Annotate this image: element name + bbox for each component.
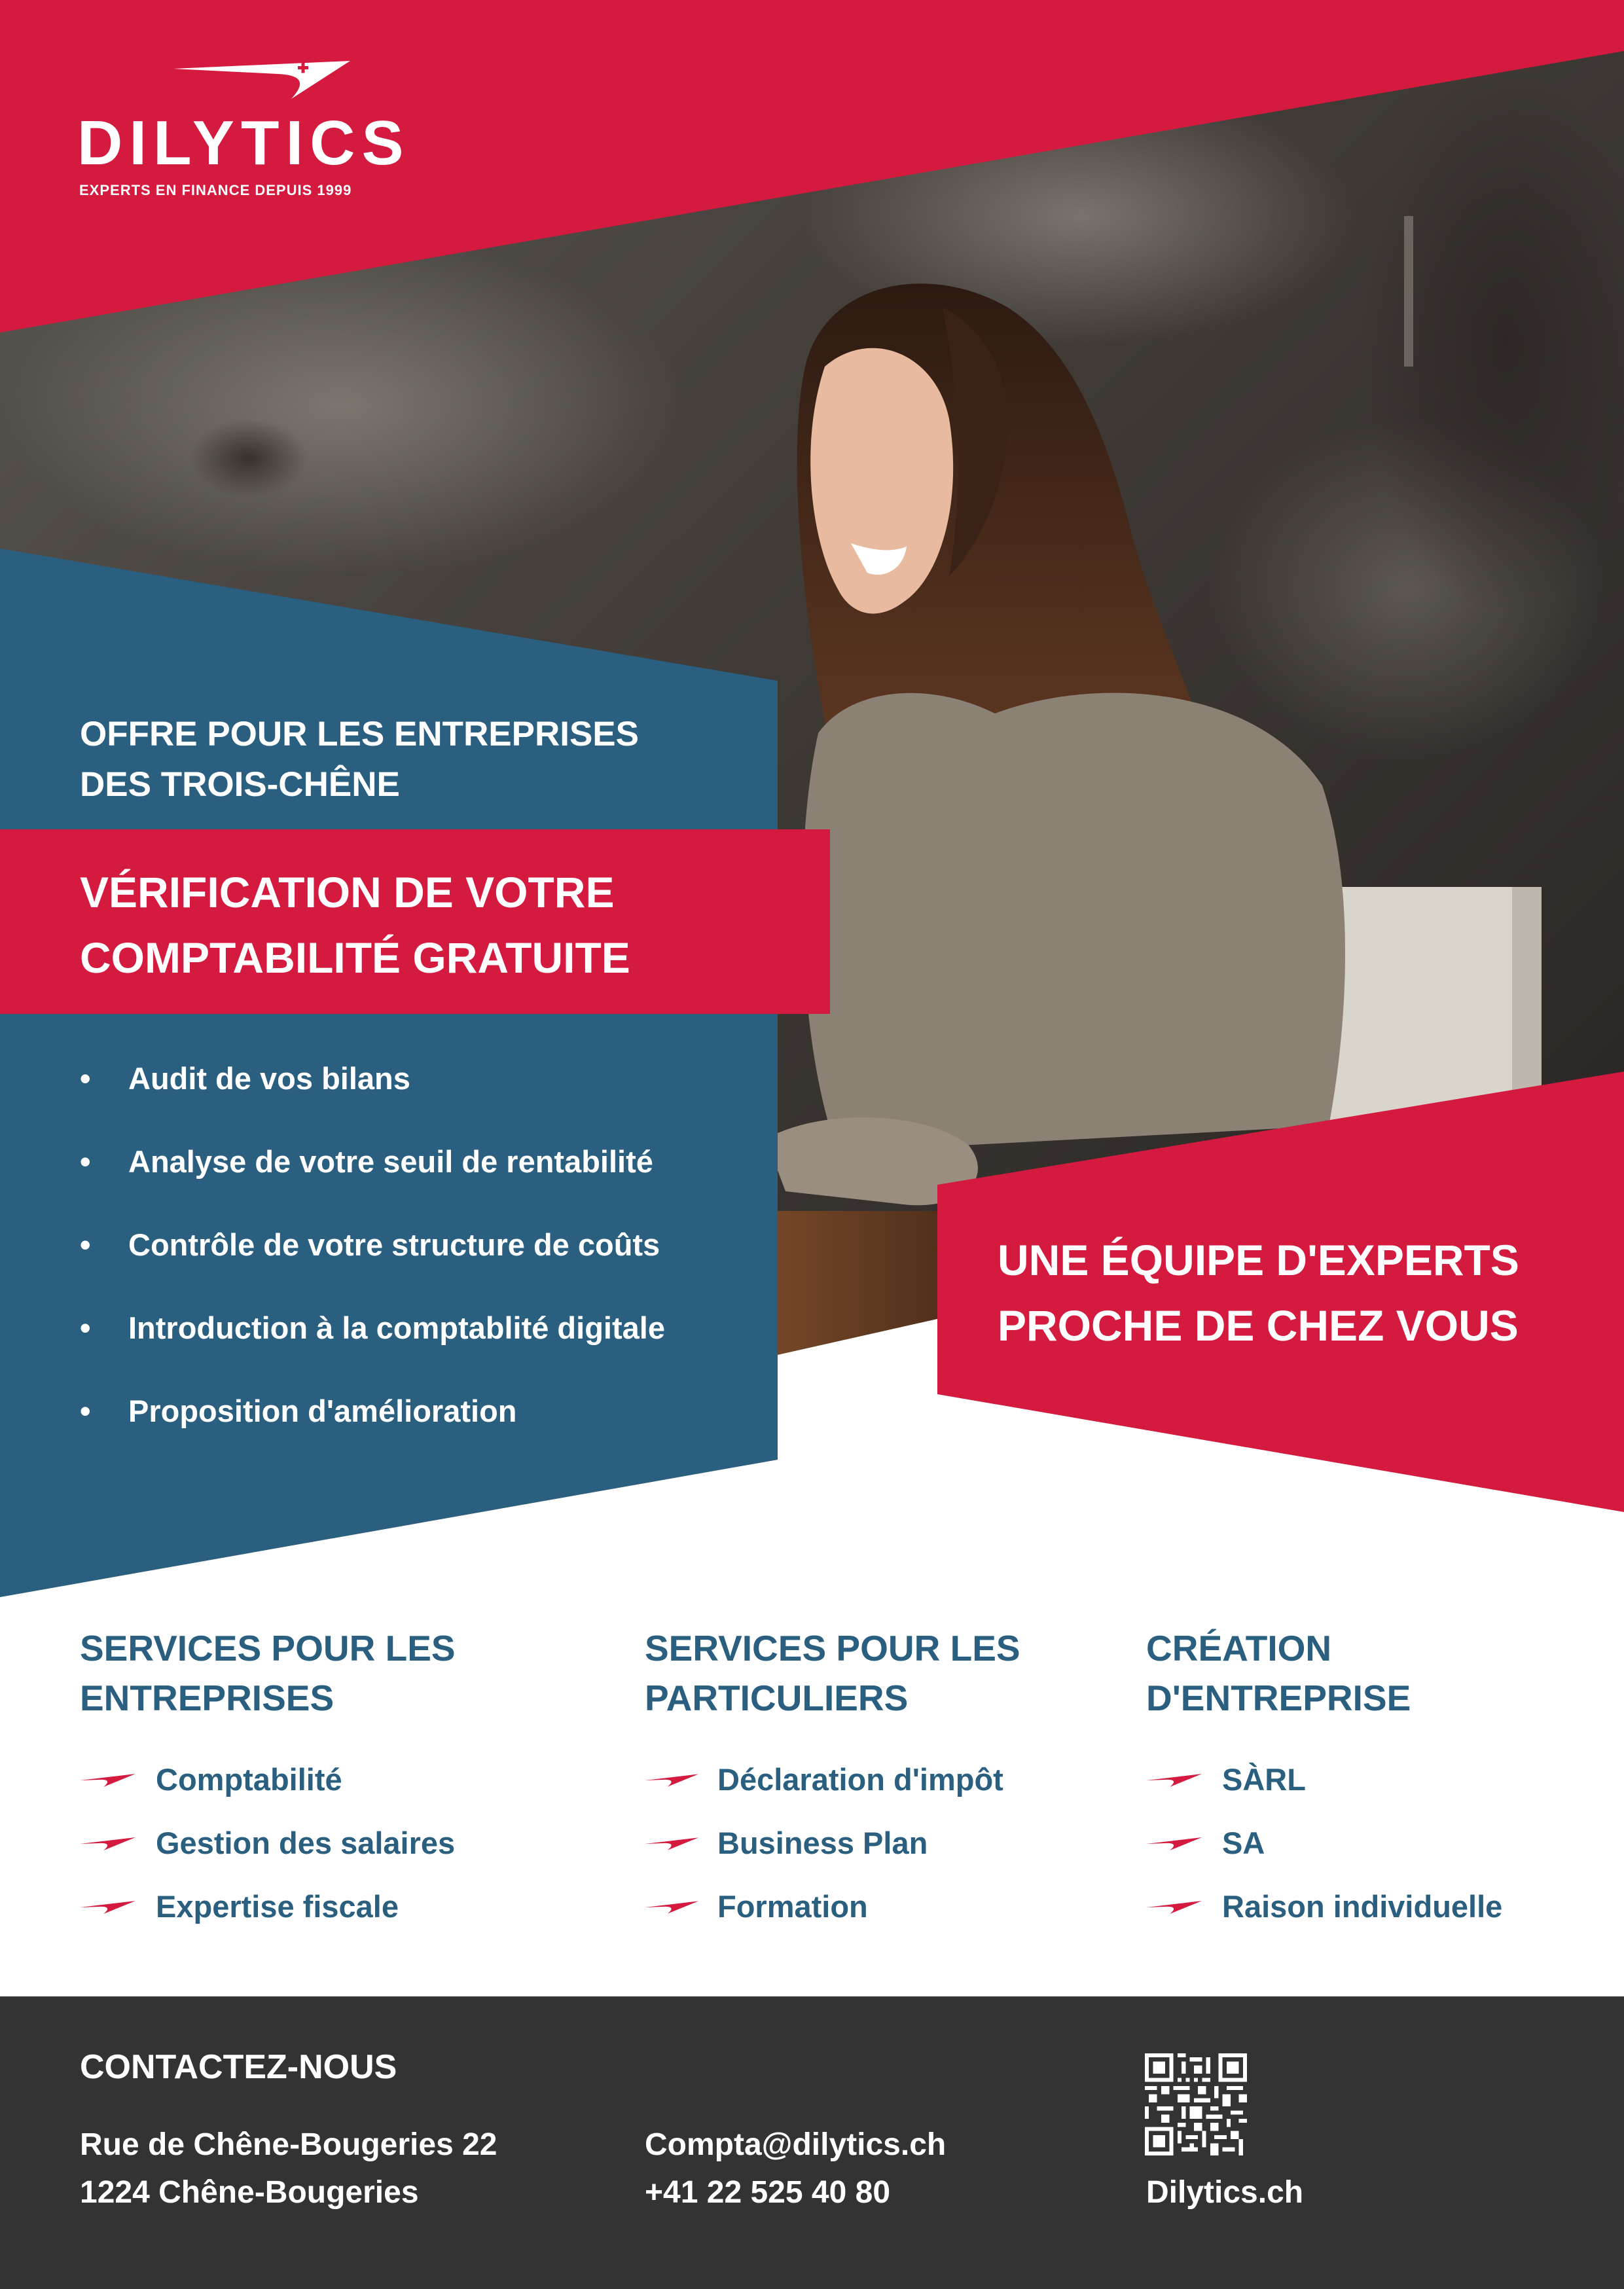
services-entreprises [80, 1623, 604, 1947]
red-swoosh-arrow-icon [80, 1898, 135, 1915]
red-swoosh-arrow-icon [80, 1771, 135, 1788]
service-item[interactable]: SÀRL [1146, 1757, 1604, 1820]
offer-list [80, 1056, 761, 1471]
service-item[interactable]: Gestion des salaires [80, 1820, 604, 1884]
red-swoosh-arrow-icon [1146, 1898, 1202, 1915]
offer-audience [80, 709, 767, 810]
address-line1: Rue de Chêne-Bougeries 22 [80, 2127, 497, 2162]
qr-code-icon[interactable] [1145, 2053, 1247, 2155]
red-swoosh-arrow-icon [1146, 1835, 1202, 1852]
red-swoosh-arrow-icon [645, 1835, 698, 1852]
red-swoosh-arrow-icon [1146, 1771, 1202, 1788]
red-swoosh-arrow-icon [80, 1835, 135, 1852]
service-item[interactable]: Expertise fiscale [80, 1884, 604, 1947]
red-swoosh-arrow-icon [645, 1771, 698, 1788]
offer-headline-line2: COMPTABILITÉ GRATUITE [80, 933, 630, 982]
website-link[interactable]: Dilytics.ch [1146, 2175, 1304, 2210]
email-link[interactable]: Compta@dilytics.ch [645, 2127, 947, 2162]
brand-logo[interactable]: DILYTICS [77, 108, 410, 178]
service-item[interactable]: Comptabilité [80, 1757, 604, 1820]
offer-audience-line2: DES TROIS-CHÊNE [80, 765, 400, 804]
services-title: SERVICES POUR LES PARTICULIERS [645, 1628, 1020, 1718]
service-item[interactable]: Formation [645, 1884, 1103, 1947]
bullet-icon: • [80, 1144, 91, 1179]
offer-headline [80, 859, 813, 990]
service-item[interactable]: Business Plan [645, 1820, 1103, 1884]
offer-item: • Introduction à la comptablité digitale [80, 1305, 761, 1388]
offer-audience-line1: OFFRE POUR LES ENTREPRISES [80, 715, 640, 753]
service-item[interactable]: SA [1146, 1820, 1604, 1884]
bullet-icon: • [80, 1227, 91, 1262]
service-item[interactable]: Déclaration d'impôt [645, 1757, 1103, 1820]
offer-item: • Analyse de votre seuil de rentabilité [80, 1139, 761, 1222]
offer-headline-line1: VÉRIFICATION DE VOTRE [80, 868, 615, 916]
offer-item: • Contrôle de votre structure de coûts [80, 1222, 761, 1305]
creation-entreprise [1146, 1623, 1604, 1947]
team-slogan-line1: UNE ÉQUIPE D'EXPERTS [998, 1236, 1519, 1284]
address-line2: 1224 Chêne-Bougeries [80, 2175, 419, 2210]
bullet-icon: • [80, 1394, 91, 1428]
services-title: SERVICES POUR LES ENTREPRISES [80, 1628, 456, 1718]
services-particuliers [645, 1623, 1103, 1947]
services-title: CRÉATION D'ENTREPRISE [1146, 1628, 1411, 1718]
bullet-icon: • [80, 1310, 91, 1345]
footer-contact [0, 1996, 1624, 2289]
contact-title: CONTACTEZ-NOUS [80, 2048, 397, 2086]
brand-tagline: EXPERTS EN FINANCE DEPUIS 1999 [79, 182, 352, 198]
red-swoosh-arrow-icon [645, 1898, 698, 1915]
team-slogan-line2: PROCHE DE CHEZ VOUS [998, 1301, 1519, 1350]
team-slogan [998, 1227, 1587, 1358]
bullet-icon: • [80, 1061, 91, 1096]
offer-item: • Audit de vos bilans [80, 1056, 761, 1139]
offer-item: • Proposition d'amélioration [80, 1388, 761, 1471]
phone-link[interactable]: +41 22 525 40 80 [645, 2175, 891, 2210]
service-item[interactable]: Raison individuelle [1146, 1884, 1604, 1947]
logo-swoosh-icon [173, 61, 357, 108]
